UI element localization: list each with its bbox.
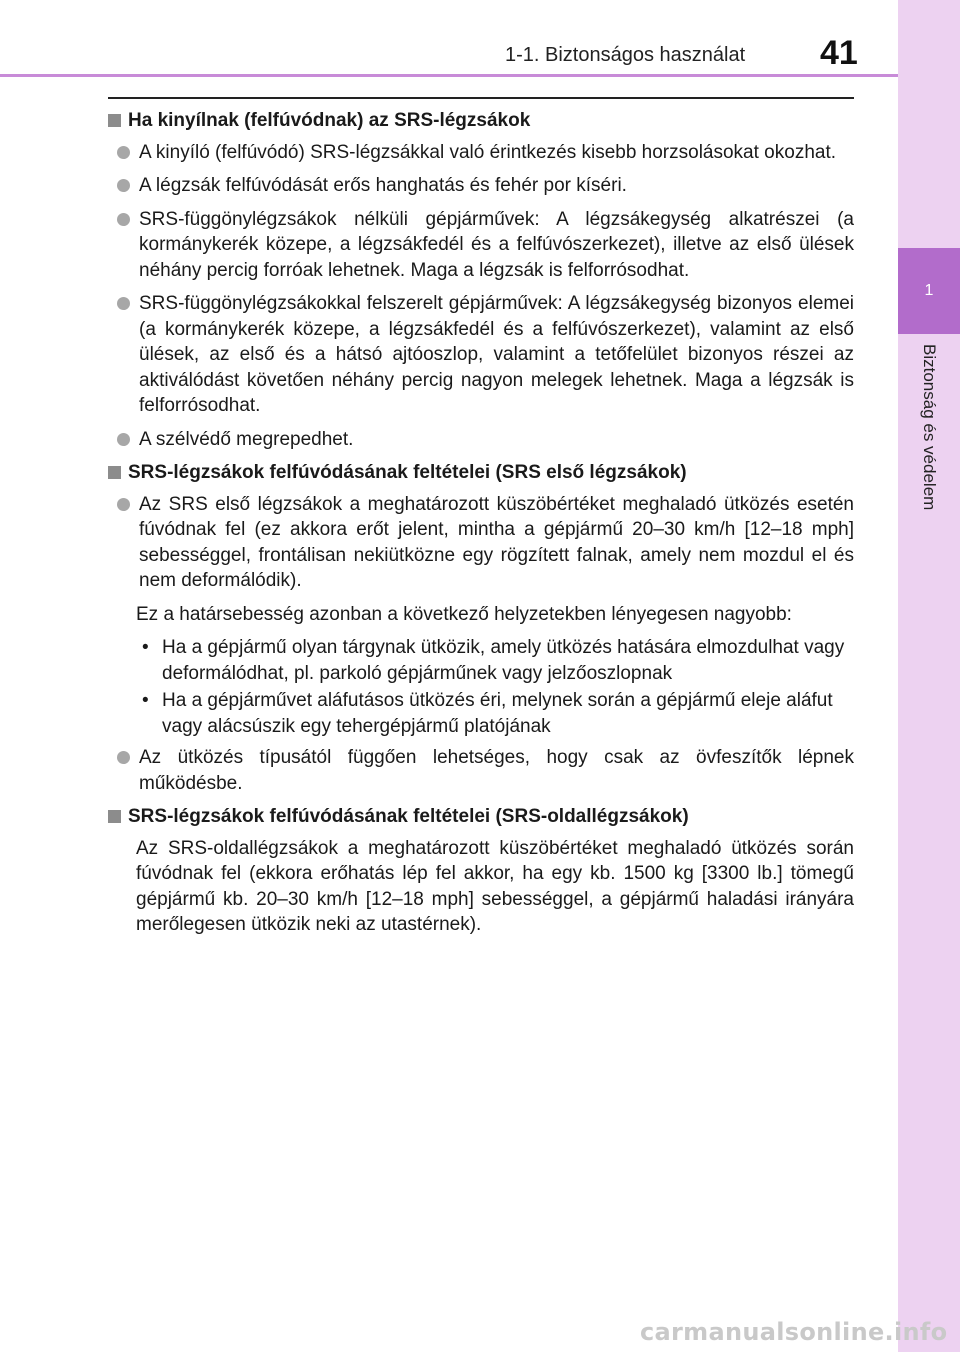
content-top-rule <box>108 97 854 99</box>
page-number: 41 <box>820 34 858 72</box>
list-item-text: Az SRS első légzsákok a meghatározott küszöbértéket meghaladó ütközés esetén fúvódnak fel (ez akkora erőt jelent, mintha a gépjármű 20–30 km/h [12–18 mph] sebességgel, frontálisan nekiütközne egy rögzített falnak, amely nem mozdul el és nem deformálódik). <box>139 493 854 591</box>
chapter-number-box[interactable] <box>898 248 960 334</box>
paragraph: Az SRS-oldallégzsákok a meghatározott küszöbértéket meghaladó ütközés során fúvódnak fel (ekkora erőhatás lép fel akkor, ha egy kb. 1500 kg [3300 lb.] tömegű gépjármű kb. 20–30 km/h [12–18 mph] sebességgel, a gépjármű haladási irányára merőlegesen ütközik neki az utastérnek). <box>136 837 854 935</box>
list-item-text: A szélvédő megrepedhet. <box>139 428 354 450</box>
paragraph: Ez a határsebesség azonban a következő helyzetekben lényegesen nagyobb: <box>136 603 792 625</box>
round-bullet-icon <box>117 751 130 764</box>
list-item-text: Az ütközés típusától függően lehetséges, hogy csak az övfeszítők lépnek működésbe. <box>139 747 854 794</box>
sub-list-item <box>136 635 854 686</box>
round-bullet-icon <box>117 146 130 159</box>
section-heading-text: Ha kinyílnak (felfúvódnak) az SRS-légzsákok <box>128 110 531 131</box>
chapter-label <box>898 344 960 584</box>
dot-bullet-icon: • <box>142 690 149 711</box>
list-item <box>108 427 854 453</box>
round-bullet-icon <box>117 433 130 446</box>
round-bullet-icon <box>117 179 130 192</box>
page-content <box>108 108 854 946</box>
sub-list-item-text: Ha a gépjárművet aláfutásos ütközés éri, melynek során a gépjármű eleje aláfut vagy alácsúszik egy tehergépjármű platójának <box>162 690 833 737</box>
section-heading-text: SRS-légzsákok felfúvódásának feltételei (SRS első légzsákok) <box>128 462 687 483</box>
list-item <box>108 492 854 594</box>
section-heading-text: SRS-légzsákok felfúvódásának feltételei (SRS-oldallégzsákok) <box>128 806 689 827</box>
watermark: carmanualsonline.info <box>640 1318 948 1346</box>
section-heading <box>108 108 854 134</box>
round-bullet-icon <box>117 213 130 226</box>
square-bullet-icon <box>108 466 121 479</box>
section-heading <box>108 460 854 486</box>
list-item <box>108 140 854 166</box>
list-item-text: SRS-függönylégzsákok nélküli gépjárművek: A légzsákegység alkatrészei (a kormánykerék közepe, a légzsákfedél és a felfúvószerkezet), illetve az első ülések néhány percig forróak lehetnek. Maga a légzsák is felforrósodhat. <box>139 208 854 281</box>
list-item <box>108 173 854 199</box>
chapter-number: 1 <box>924 282 934 299</box>
sub-list-item <box>136 688 854 739</box>
section-title: 1-1. Biztonságos használat <box>505 44 746 66</box>
round-bullet-icon <box>117 297 130 310</box>
sub-list-item-text: Ha a gépjármű olyan tárgynak ütközik, amely ütközés hatására elmozdulhat vagy deformálódhat, pl. parkoló gépjárműnek vagy jelzőoszlopnak <box>162 637 845 684</box>
list-item <box>108 745 854 796</box>
round-bullet-icon <box>117 498 130 511</box>
chapter-side-tab[interactable] <box>898 0 960 1352</box>
dot-bullet-icon: • <box>142 637 149 658</box>
list-item-text: A légzsák felfúvódását erős hanghatás és fehér por kíséri. <box>139 175 627 196</box>
sub-list <box>108 635 854 739</box>
chapter-label-text: Biztonság és védelem <box>920 344 939 511</box>
section-heading <box>108 804 854 830</box>
header-rule <box>0 74 898 77</box>
square-bullet-icon <box>108 810 121 823</box>
square-bullet-icon <box>108 114 121 127</box>
list-item <box>108 207 854 284</box>
list-item <box>108 291 854 419</box>
list-item-text: A kinyíló (felfúvódó) SRS-légzsákkal való érintkezés kisebb horzsolásokat okozhat. <box>139 141 837 163</box>
list-item-text: SRS-függönylégzsákokkal felszerelt gépjárművek: A légzsákegység bizonyos elemei (a kormánykerék közepe, a légzsákfedél és a felfúvószerkezet), valamint az első ülések, az első és a hátsó ajtóoszlop, valamint a tetőfelület bizonyos részei az aktiválódást követően néhány percig nagyon melegek lehetnek. Maga a légzsák is felforrósodhat. <box>139 293 854 416</box>
